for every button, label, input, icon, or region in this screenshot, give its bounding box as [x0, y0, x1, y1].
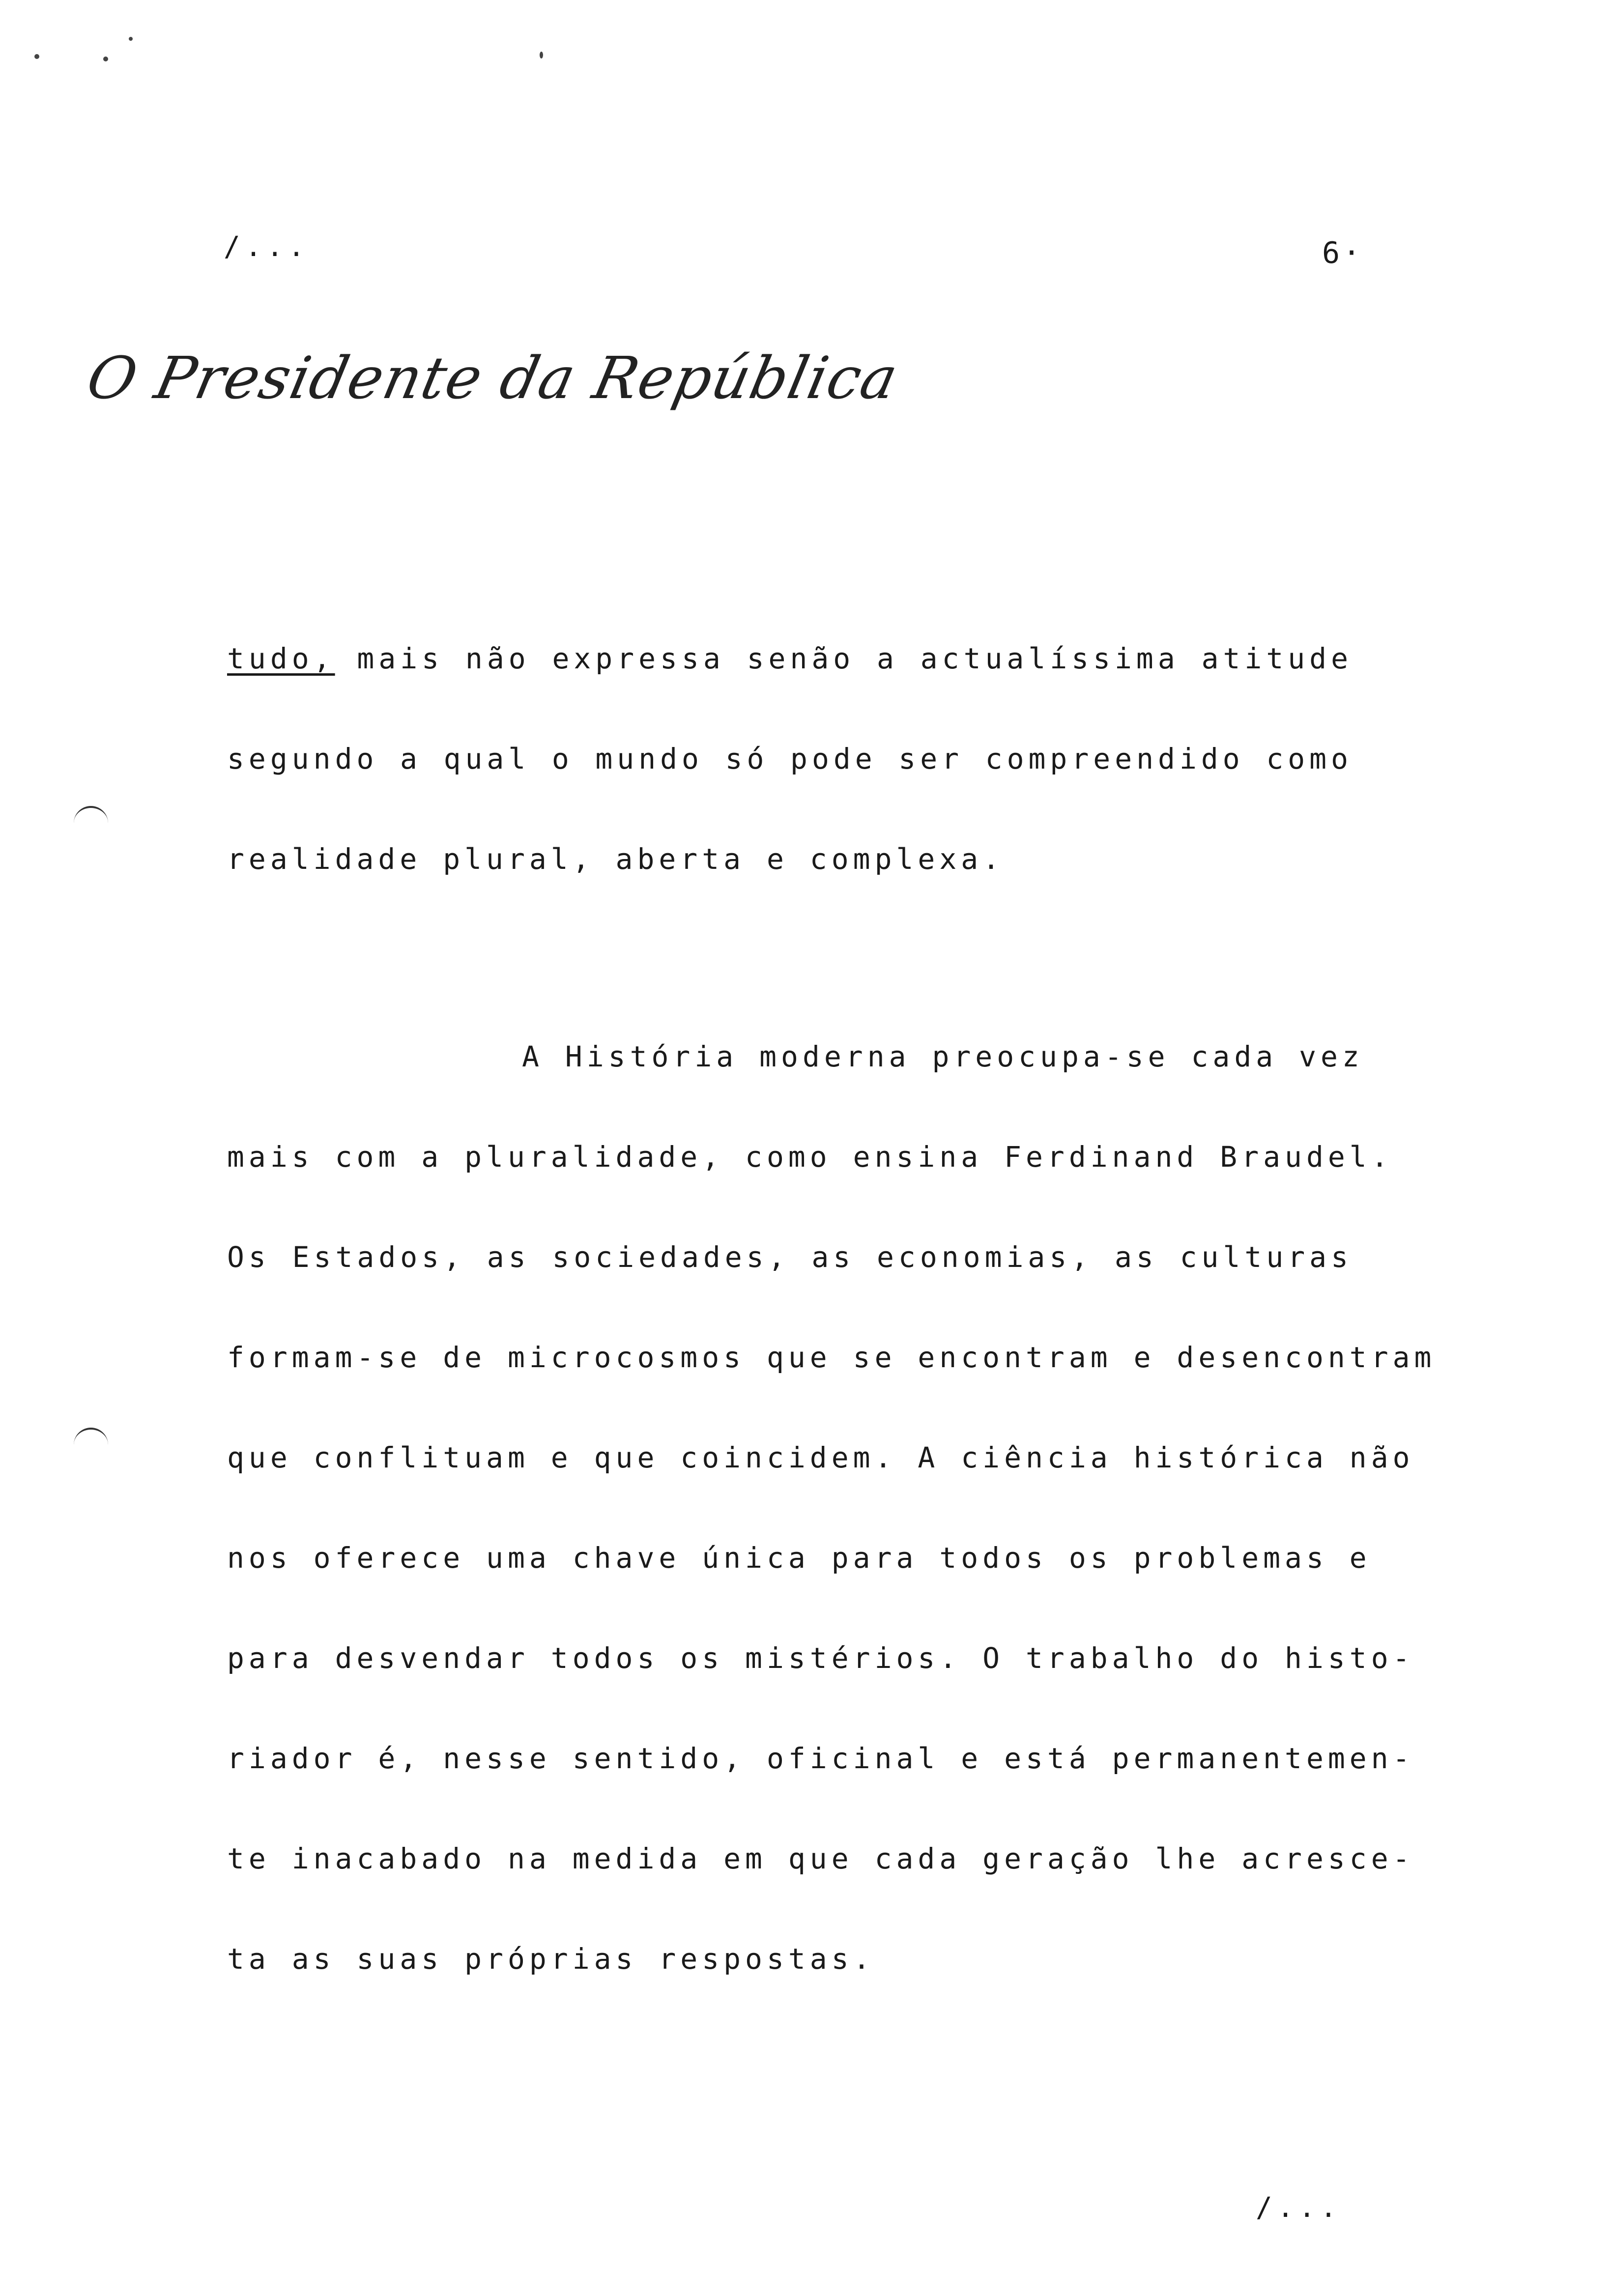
margin-mark [74, 1428, 108, 1449]
page-number: 6· [1322, 236, 1364, 270]
text-line: segundo a qual o mundo só pode ser compreendido como [227, 742, 1353, 775]
text-line: nos oferece uma chave única para todos os problemas e [227, 1541, 1371, 1575]
text-line: ta as suas próprias respostas. [227, 1942, 875, 1976]
paragraph-2 [227, 1037, 1436, 2039]
text-line: tudo, mais não expressa senão a actualíssima atitude [227, 642, 1353, 675]
text-line: riador é, nesse sentido, oficinal e está permanentemen- [227, 1742, 1414, 1775]
continuation-marker-top: /... [224, 231, 310, 263]
scan-speck [129, 37, 133, 41]
text-line: A História moderna preocupa-se cada vez [522, 1040, 1364, 1073]
paragraph-1 [227, 639, 1353, 940]
margin-mark [74, 806, 108, 828]
text-line: formam-se de microcosmos que se encontram e desencontram [227, 1341, 1436, 1374]
text-line: para desvendar todos os mistérios. O trabalho do histo- [227, 1641, 1414, 1675]
underlined-word: tudo, [227, 642, 335, 675]
text-line: Os Estados, as sociedades, as economias, as culturas [227, 1240, 1353, 1274]
text-line: que conflituam e que coincidem. A ciência histórica não [227, 1441, 1414, 1474]
letterhead: O Presidente da República [81, 344, 905, 412]
continuation-marker-bottom: /... [1256, 2192, 1342, 2224]
text-line: te inacabado na medida em que cada geração lhe acresce- [227, 1842, 1414, 1875]
scan-speck [34, 54, 39, 59]
scan-speck [540, 52, 543, 58]
text-line: mais com a pluralidade, como ensina Ferdinand Braudel. [227, 1140, 1393, 1174]
scan-speck [103, 57, 108, 61]
text-line: realidade plural, aberta e complexa. [227, 842, 1005, 876]
